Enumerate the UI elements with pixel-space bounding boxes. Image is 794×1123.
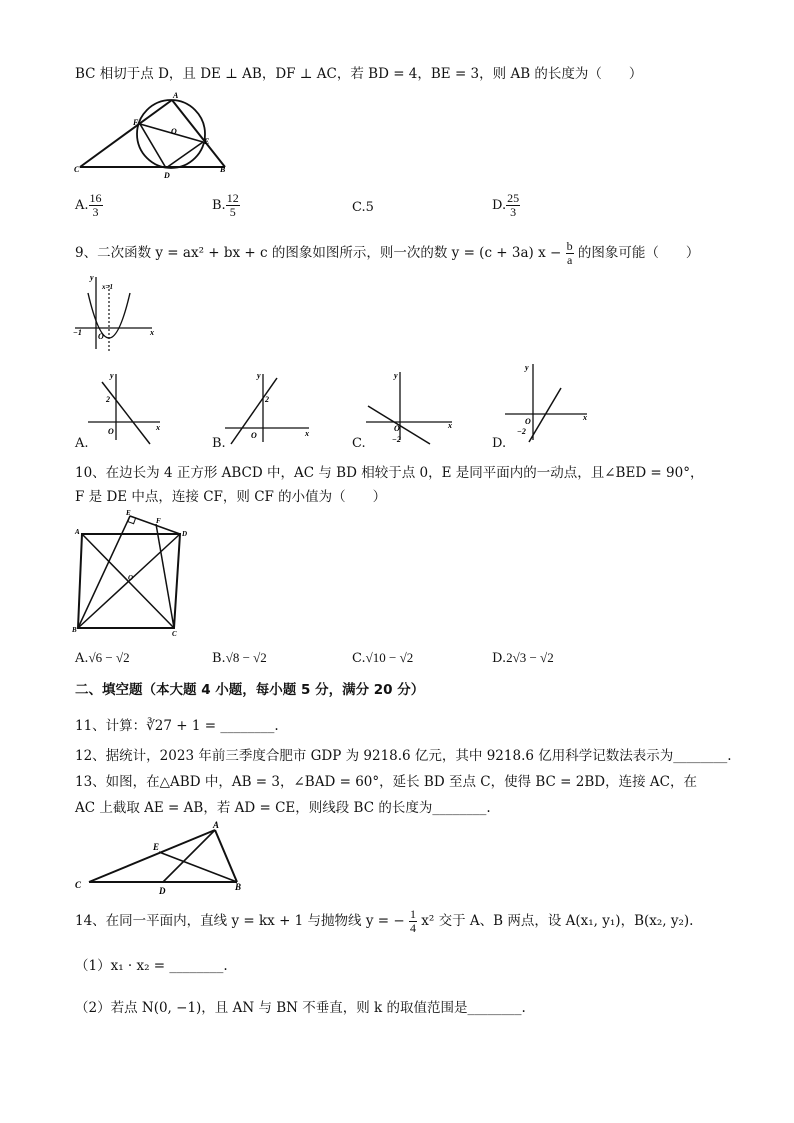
q10-option-b[interactable]: B.√8 − √2 [212,650,267,666]
q13-label-e: E [153,842,160,852]
q8-label-f: F [133,118,139,127]
svg-text:O: O [525,417,531,426]
q13-line2: AC 上截取 AE = AB，若 AD = CE，则线段 BC 的长度为________. [75,800,491,816]
q10-option-c[interactable]: C.√10 − √2 [352,650,414,666]
svg-text:y: y [110,371,114,380]
q13-label-c: C [75,880,82,890]
q9-label-x: x [150,328,154,337]
q13-line1: 13、如图，在△ABD 中，AB = 3，∠BAD = 60°，延长 BD 至点 C，使得 BC = 2BD，连接 AC，在 [75,774,697,790]
q8-label-c: C [74,165,80,174]
q13-triangle-figure [75,820,255,896]
q13-label-b: B [235,882,242,892]
q10-label-c: C [172,630,177,638]
svg-text:x: x [156,423,160,432]
q9-option-c-graph [362,370,462,444]
q13-label-a: A [213,820,220,830]
svg-text:x: x [305,429,309,438]
q13-label-d: D [159,886,166,896]
q10-label-b: B [72,626,77,634]
svg-text:x: x [448,421,452,430]
q9-option-b-graph [225,372,315,442]
q8-option-c[interactable]: C.5 [352,200,374,215]
q9-option-a[interactable]: A. [75,436,89,451]
q14-part1: （1）x₁ · x₂ = ________. [75,958,228,974]
q8-label-o: O [171,127,177,136]
q9-label-y: y [90,273,94,282]
q8-option-a[interactable]: A. $\frac{16}{3}$ [75,191,102,219]
q8-label-d: D [164,171,170,180]
svg-text:O: O [394,424,400,433]
section2-heading: 二、填空题（本大题 4 小题，每小题 5 分，满分 20 分） [75,682,425,698]
q9-parabola-figure [70,273,160,353]
svg-text:x: x [583,413,587,422]
q10-square-figure [72,509,192,638]
q8-option-d[interactable]: D. $\frac{25}{3}$ [492,191,520,219]
q11-text: 11、计算：∛27 + 1 = ________. [75,718,279,734]
q8-label-a: A [173,91,179,100]
q10-option-a[interactable]: A.√6 − √2 [75,650,130,666]
q14-part2: （2）若点 N(0, −1)，且 AN 与 BN 不垂直，则 k 的取值范围是________. [75,1000,526,1016]
q9-label-o: O [98,332,104,341]
q9-option-b[interactable]: B. [212,436,226,451]
q14-stem: 14、在同一平面内，直线 y = kx + 1 与抛物线 y = − $\frac{1}{4}$ x² 交于 A、B 两点，设 A(x₁, y₁)，B(x₂, y₂). [75,907,694,935]
q9-stem: 9、二次函数 y = ax² + bx + c 的图象如图所示，则一次的数 y = (c + 3a) x − $\frac{b}{a}$ 的图象可能（ ） [75,239,700,267]
svg-text:O: O [108,427,114,436]
svg-text:y: y [394,371,398,380]
q9-option-a-graph [88,372,168,442]
q8-stem: BC 相切于点 D，且 DE ⊥ AB，DF ⊥ AC，若 BD = 4，BE = 3，则 AB 的长度为（ ） [75,66,643,82]
q9-a-tick: 2 [106,395,110,404]
svg-text:y: y [525,363,529,372]
q10-stem-line1: 10、在边长为 4 正方形 ABCD 中，AC 与 BD 相较于点 0，E 是同平面内的一动点，且∠BED = 90°， [75,465,704,481]
q8-label-e: E [204,137,210,146]
q10-label-d: D [182,530,188,538]
q10-stem-line2: F 是 DE 中点，连接 CF，则 CF 的小值为（ ） [75,489,387,505]
q9-label-axis: x=1 [102,283,113,291]
q12-text: 12、据统计，2023 年前三季度合肥市 GDP 为 9218.6 亿元，其中 9218.6 亿用科学记数法表示为________. [75,748,732,764]
q8-label-b: B [220,165,226,174]
q8-circle-figure [70,92,230,182]
q9-option-c[interactable]: C. [352,436,366,451]
q9-c-tick: −2 [392,435,401,444]
q10-label-a: A [75,528,80,536]
q9-option-d[interactable]: D. [492,436,507,451]
q10-label-o: O [128,574,134,582]
q9-d-tick: −2 [517,427,526,436]
q9-b-tick: 2 [265,395,269,404]
svg-text:O: O [251,431,257,440]
q9-label-neg1: −1 [73,328,82,337]
q8-option-b[interactable]: B. $\frac{12}{5}$ [212,191,239,219]
q10-option-d[interactable]: D.2√3 − √2 [492,650,554,666]
q9-option-d-graph [505,362,595,442]
svg-text:y: y [257,371,261,380]
q10-label-f: F [156,517,161,525]
q10-label-e: E [126,509,131,517]
